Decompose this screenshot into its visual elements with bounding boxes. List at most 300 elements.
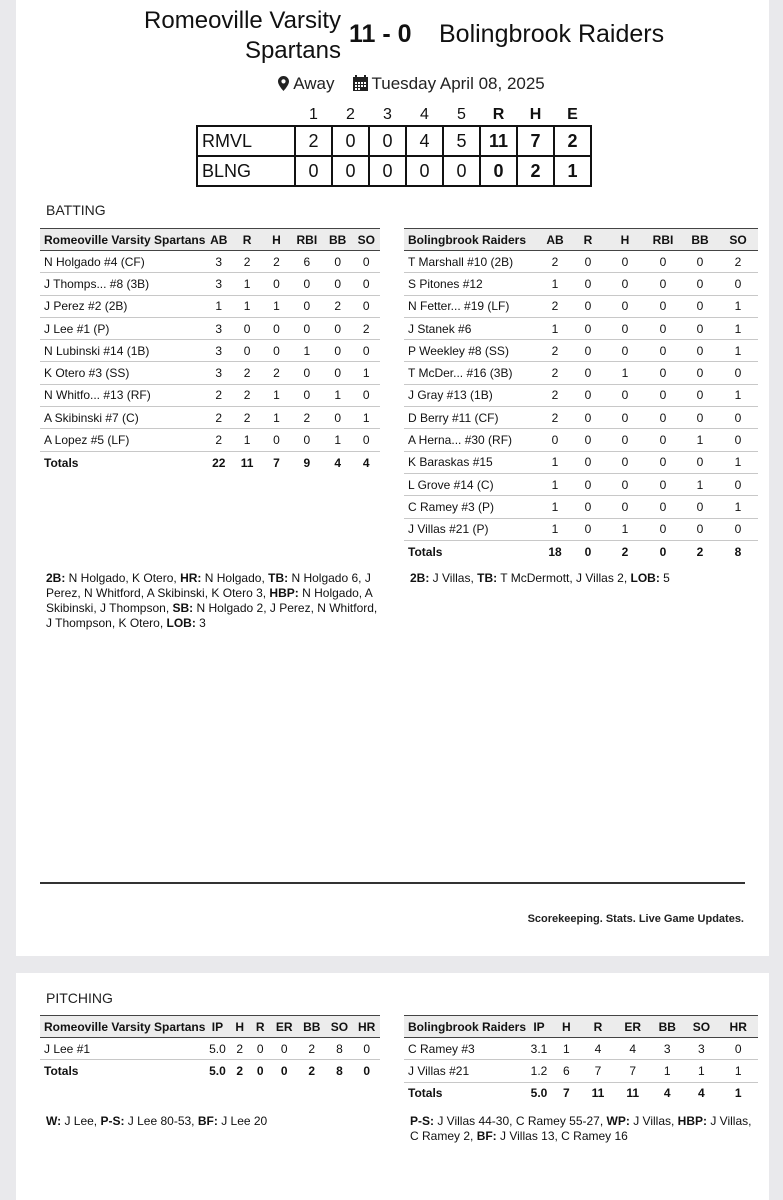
stat-cell: 2 <box>232 362 262 384</box>
player-name: A Lopez #5 (LF) <box>40 429 205 451</box>
stat-column-header: HR <box>353 1016 380 1038</box>
totals-cell: 2 <box>696 544 704 559</box>
stat-cell: 0 <box>291 273 323 295</box>
stat-cell: 0 <box>606 429 644 451</box>
totals-label: Totals <box>408 544 443 559</box>
stat-cell: 0 <box>644 473 682 495</box>
box-score-card <box>16 0 769 956</box>
stat-cell: 0 <box>271 1038 298 1060</box>
stat-cell: 0 <box>682 496 718 518</box>
stat-cell: 5.0 <box>205 1038 229 1060</box>
player-name: L Grove #14 (C) <box>404 473 540 495</box>
stat-cell: 0 <box>232 317 262 339</box>
stat-cell: 2 <box>229 1038 250 1060</box>
note-text: N Holgado, K Otero, <box>65 571 181 585</box>
game-meta <box>16 74 769 96</box>
away-team-name: Bolingbrook Raiders <box>439 20 665 48</box>
stat-cell: 0 <box>718 518 758 540</box>
stat-column-header: SO <box>326 1016 354 1038</box>
stat-cell: 0 <box>291 384 323 406</box>
note-text: N Holgado, A Skibinski, J Thompson, <box>46 586 373 615</box>
stat-cell: 0 <box>353 429 380 451</box>
table-row <box>404 251 758 273</box>
totals-cell: 5.0 <box>209 1064 226 1079</box>
table-row <box>404 273 758 295</box>
stat-cell: 0 <box>682 407 718 429</box>
table-row <box>40 407 380 429</box>
totals-cell: 7 <box>273 455 280 470</box>
stat-column-header: IP <box>205 1016 229 1038</box>
table-row <box>404 1060 758 1082</box>
stat-cell: 0 <box>540 429 570 451</box>
stat-cell: 0 <box>606 496 644 518</box>
table-row <box>404 518 758 540</box>
table-row <box>404 340 758 362</box>
linescore-row <box>197 156 591 186</box>
totals-label: Totals <box>44 1064 79 1079</box>
stat-cell: 0 <box>644 496 682 518</box>
note-text: J Villas 13, C Ramey 16 <box>496 1129 628 1143</box>
totals-cell: 9 <box>303 455 311 470</box>
stat-cell: 0 <box>644 273 682 295</box>
team-column-header: Bolingbrook Raiders <box>404 1016 526 1038</box>
table-row <box>40 384 380 406</box>
stat-cell: 0 <box>323 407 353 429</box>
table-row <box>404 473 758 495</box>
note-text: J Villas 44-30, C Ramey 55-27, <box>434 1114 607 1128</box>
linescore-inning-cell: 0 <box>443 156 480 186</box>
away-batting-notes <box>410 571 755 586</box>
totals-cell: 18 <box>548 544 562 559</box>
pitching-title: PITCHING <box>46 990 113 1006</box>
stat-cell: 0 <box>570 273 606 295</box>
stat-cell: 0 <box>570 429 606 451</box>
game-date: Tuesday April 08, 2025 <box>371 74 545 93</box>
stat-cell: 1 <box>540 473 570 495</box>
stat-cell: 2 <box>205 407 232 429</box>
note-label: WP: <box>606 1114 630 1128</box>
stat-cell: 0 <box>606 273 644 295</box>
table-header-row <box>404 1016 758 1038</box>
stat-cell: 0 <box>682 295 718 317</box>
stat-column-header: BB <box>650 1016 684 1038</box>
player-name: S Pitones #12 <box>404 273 540 295</box>
totals-cell: 11 <box>240 455 254 470</box>
stat-cell: 0 <box>323 362 353 384</box>
note-text: N Holgado, <box>201 571 269 585</box>
stat-cell: 0 <box>644 451 682 473</box>
table-row <box>404 362 758 384</box>
stat-cell: 1 <box>205 295 232 317</box>
stat-cell: 0 <box>353 273 380 295</box>
stat-cell: 0 <box>644 340 682 362</box>
totals-cell: 0 <box>256 1064 264 1079</box>
player-name: N Holgado #4 (CF) <box>40 251 205 273</box>
table-row <box>40 251 380 273</box>
stat-cell: 2 <box>353 317 380 339</box>
totals-cell: 0 <box>363 1064 370 1079</box>
team-column-header: Romeoville Varsity Spartans <box>40 229 205 251</box>
stat-cell: 2 <box>262 251 291 273</box>
stat-cell: 1 <box>606 518 644 540</box>
totals-cell: 4 <box>334 455 342 470</box>
linescore-hits: 2 <box>517 156 554 186</box>
stat-cell: 1 <box>718 340 758 362</box>
table-row <box>40 1038 380 1060</box>
stat-column-header: BB <box>323 229 353 251</box>
note-text: J Lee, <box>61 1114 101 1128</box>
stat-cell: 0 <box>606 473 644 495</box>
player-name: J Lee #1 (P) <box>40 317 205 339</box>
note-label: LOB: <box>630 571 660 585</box>
table-row <box>404 496 758 518</box>
stat-cell: 0 <box>570 451 606 473</box>
stat-cell: 0 <box>570 317 606 339</box>
stat-cell: 0 <box>644 518 682 540</box>
stat-cell: 2 <box>205 384 232 406</box>
linescore-inning-cell: 0 <box>332 126 369 156</box>
stat-column-header: RBI <box>644 229 682 251</box>
table-row <box>404 317 758 339</box>
player-name: N Lubinski #14 (1B) <box>40 340 205 362</box>
stat-cell: 0 <box>570 384 606 406</box>
stat-cell: 4 <box>615 1038 650 1060</box>
stat-cell: 0 <box>353 1038 380 1060</box>
stat-cell: 0 <box>291 295 323 317</box>
note-label: TB: <box>477 571 498 585</box>
stat-cell: 0 <box>291 317 323 339</box>
stat-cell: 1 <box>262 295 291 317</box>
stat-cell: 1 <box>232 429 262 451</box>
player-name: J Thomps... #8 (3B) <box>40 273 205 295</box>
location-pin-icon <box>278 76 289 96</box>
home-pitching-table <box>40 1015 380 1082</box>
stat-cell: 0 <box>644 295 682 317</box>
stat-cell: 1.2 <box>526 1060 552 1082</box>
stat-cell: 2 <box>540 340 570 362</box>
note-label: W: <box>46 1114 62 1128</box>
stat-cell: 1 <box>606 362 644 384</box>
stat-cell: 0 <box>682 273 718 295</box>
stat-cell: 0 <box>570 496 606 518</box>
stat-cell: 0 <box>232 340 262 362</box>
stat-cell: 1 <box>540 518 570 540</box>
stat-cell: 1 <box>323 384 353 406</box>
batting-title: BATTING <box>46 202 106 218</box>
stat-cell: 0 <box>323 317 353 339</box>
note-text: J Villas, <box>629 1114 678 1128</box>
note-text: N Holgado 6, J Perez, N Whitford, A Skibinski, K Otero 3, <box>46 571 371 600</box>
table-row <box>40 362 380 384</box>
stat-cell: 0 <box>262 317 291 339</box>
stat-cell: 3 <box>205 273 232 295</box>
stat-cell: 1 <box>540 317 570 339</box>
linescore-inning-cell: 0 <box>369 156 406 186</box>
note-label: 2B: <box>46 571 66 585</box>
stat-cell: 0 <box>262 429 291 451</box>
totals-row <box>40 1060 380 1082</box>
player-name: J Perez #2 (2B) <box>40 295 205 317</box>
stat-cell: 2 <box>540 384 570 406</box>
note-label: SB: <box>172 601 194 615</box>
stat-cell: 2 <box>232 407 262 429</box>
linescore-row <box>197 126 591 156</box>
stat-cell: 3 <box>205 362 232 384</box>
totals-cell: 8 <box>336 1064 343 1079</box>
stat-cell: 0 <box>570 340 606 362</box>
stat-column-header: AB <box>540 229 570 251</box>
table-row <box>40 340 380 362</box>
table-row <box>404 407 758 429</box>
player-name: D Berry #11 (CF) <box>404 407 540 429</box>
team-column-header: Bolingbrook Raiders <box>404 229 540 251</box>
totals-row <box>40 451 380 473</box>
totals-row <box>404 1082 758 1104</box>
note-text: J Villas, C Ramey 2, <box>410 1114 752 1143</box>
stat-cell: 6 <box>552 1060 581 1082</box>
stat-cell: 0 <box>644 429 682 451</box>
stat-cell: 1 <box>232 273 262 295</box>
totals-cell: 2 <box>236 1064 244 1079</box>
player-name: A Herna... #30 (RF) <box>404 429 540 451</box>
note-label: HR: <box>180 571 202 585</box>
team-column-header: Romeoville Varsity Spartans <box>40 1016 205 1038</box>
stat-cell: 0 <box>570 251 606 273</box>
player-name: K Baraskas #15 <box>404 451 540 473</box>
player-name: J Villas #21 <box>404 1060 526 1082</box>
stat-column-header: H <box>229 1016 250 1038</box>
stat-column-header: SO <box>353 229 380 251</box>
stat-column-header: HR <box>718 1016 758 1038</box>
totals-cell: 11 <box>591 1086 605 1101</box>
player-name: T Marshall #10 (2B) <box>404 251 540 273</box>
stat-cell: 0 <box>570 362 606 384</box>
totals-cell: 2 <box>308 1064 316 1079</box>
linescore-header-cell: R <box>492 105 505 123</box>
note-label: LOB: <box>166 616 196 630</box>
linescore-header-cell: E <box>567 105 578 123</box>
stat-cell: 1 <box>718 384 758 406</box>
stat-cell: 4 <box>581 1038 616 1060</box>
note-label: HBP: <box>269 586 299 600</box>
note-label: HBP: <box>677 1114 707 1128</box>
stat-cell: 0 <box>718 407 758 429</box>
player-name: J Villas #21 (P) <box>404 518 540 540</box>
stat-cell: 2 <box>323 295 353 317</box>
stat-column-header: H <box>552 1016 581 1038</box>
stat-cell: 0 <box>718 473 758 495</box>
note-text: 5 <box>659 571 670 585</box>
stat-cell: 2 <box>540 362 570 384</box>
note-text: J Lee 80-53, <box>124 1114 198 1128</box>
stat-cell: 0 <box>570 295 606 317</box>
stat-cell: 0 <box>262 340 291 362</box>
linescore-inning-cell: 0 <box>295 156 332 186</box>
note-label: TB: <box>268 571 289 585</box>
stat-column-header: ER <box>615 1016 650 1038</box>
stat-cell: 0 <box>718 362 758 384</box>
stat-cell: 2 <box>291 407 323 429</box>
player-name: T McDer... #16 (3B) <box>404 362 540 384</box>
linescore-runs: 0 <box>480 156 517 186</box>
stat-cell: 0 <box>606 340 644 362</box>
linescore-inning-cell: 0 <box>369 126 406 156</box>
linescore-team: RMVL <box>197 126 295 156</box>
stat-column-header: IP <box>526 1016 552 1038</box>
stat-cell: 2 <box>540 407 570 429</box>
stat-cell: 0 <box>682 317 718 339</box>
stat-cell: 0 <box>682 518 718 540</box>
stat-cell: 0 <box>606 295 644 317</box>
stat-cell: 3 <box>205 317 232 339</box>
stat-column-header: R <box>570 229 606 251</box>
stat-column-header: SO <box>718 229 758 251</box>
stat-cell: 0 <box>353 251 380 273</box>
stat-cell: 0 <box>718 429 758 451</box>
location-text: Away <box>293 74 335 93</box>
stat-cell: 2 <box>298 1038 326 1060</box>
stat-cell: 1 <box>262 384 291 406</box>
linescore-inning-cell: 4 <box>406 126 443 156</box>
stat-cell: 0 <box>606 451 644 473</box>
stat-column-header: R <box>250 1016 271 1038</box>
totals-cell: 0 <box>280 1064 288 1079</box>
stat-cell: 1 <box>232 295 262 317</box>
table-row <box>404 384 758 406</box>
player-name: N Whitfo... #13 (RF) <box>40 384 205 406</box>
note-label: 2B: <box>410 571 430 585</box>
player-name: J Stanek #6 <box>404 317 540 339</box>
table-row <box>404 451 758 473</box>
stat-cell: 0 <box>353 384 380 406</box>
stat-cell: 0 <box>291 429 323 451</box>
stat-cell: 1 <box>684 1060 718 1082</box>
stat-cell: 0 <box>682 384 718 406</box>
note-text: 3 <box>195 616 206 630</box>
totals-label: Totals <box>408 1086 443 1101</box>
linescore-corner <box>197 104 295 126</box>
stat-column-header: BB <box>298 1016 326 1038</box>
stat-cell: 2 <box>232 384 262 406</box>
stat-cell: 0 <box>682 251 718 273</box>
linescore-runs: 11 <box>480 126 517 156</box>
stat-cell: 3.1 <box>526 1038 552 1060</box>
totals-cell: 22 <box>212 455 226 470</box>
home-pitching-notes <box>46 1114 386 1129</box>
totals-row <box>404 540 758 562</box>
note-text: N Holgado 2, J Perez, N Whitford, J Thompson, K Otero, <box>46 601 378 630</box>
stat-cell: 0 <box>323 273 353 295</box>
linescore-header-cell: H <box>529 105 542 123</box>
stat-cell: 1 <box>650 1060 684 1082</box>
stat-cell: 1 <box>540 451 570 473</box>
totals-cell: 5.0 <box>530 1086 548 1101</box>
away-pitching-notes <box>410 1114 755 1144</box>
away-batting-table <box>404 228 758 563</box>
table-row <box>40 295 380 317</box>
note-label: BF: <box>476 1129 497 1143</box>
stat-cell: 1 <box>353 407 380 429</box>
stat-column-header: ER <box>271 1016 298 1038</box>
stat-cell: 0 <box>606 251 644 273</box>
stat-cell: 0 <box>262 273 291 295</box>
linescore-header-cell: 3 <box>383 105 392 123</box>
table-row <box>404 295 758 317</box>
note-label: P-S: <box>100 1114 125 1128</box>
stat-cell: 0 <box>250 1038 271 1060</box>
note-label: BF: <box>197 1114 218 1128</box>
stat-cell: 1 <box>291 340 323 362</box>
stat-column-header: R <box>232 229 262 251</box>
stat-cell: 1 <box>552 1038 581 1060</box>
stat-cell: 1 <box>682 473 718 495</box>
stat-cell: 0 <box>606 317 644 339</box>
calendar-icon <box>353 75 368 96</box>
stat-cell: 1 <box>540 496 570 518</box>
linescore-inning-cell: 2 <box>295 126 332 156</box>
stat-column-header: SO <box>684 1016 718 1038</box>
stat-cell: 0 <box>291 362 323 384</box>
stat-cell: 8 <box>326 1038 354 1060</box>
stat-cell: 0 <box>644 251 682 273</box>
table-row <box>404 429 758 451</box>
table-header-row <box>404 229 758 251</box>
player-name: C Ramey #3 (P) <box>404 496 540 518</box>
stat-column-header: BB <box>682 229 718 251</box>
linescore-header-cell: 1 <box>309 105 318 123</box>
stat-cell: 1 <box>718 295 758 317</box>
stat-cell: 6 <box>291 251 323 273</box>
linescore-header-row <box>197 104 591 126</box>
stat-cell: 0 <box>644 384 682 406</box>
stat-cell: 1 <box>682 429 718 451</box>
totals-cell: 8 <box>734 544 742 559</box>
totals-cell: 4 <box>698 1086 705 1101</box>
game-header <box>16 0 769 100</box>
totals-cell: 2 <box>621 544 629 559</box>
player-name: N Fetter... #19 (LF) <box>404 295 540 317</box>
player-name: C Ramey #3 <box>404 1038 526 1060</box>
divider <box>40 882 745 884</box>
away-pitching-table <box>404 1015 758 1104</box>
linescore-header-cell: 2 <box>346 105 355 123</box>
table-row <box>40 429 380 451</box>
stat-cell: 1 <box>718 1060 758 1082</box>
stat-column-header: H <box>606 229 644 251</box>
player-name: A Skibinski #7 (C) <box>40 407 205 429</box>
stat-cell: 0 <box>682 451 718 473</box>
stat-cell: 2 <box>540 251 570 273</box>
stat-cell: 2 <box>718 251 758 273</box>
linescore-table <box>196 104 592 187</box>
stat-cell: 0 <box>606 407 644 429</box>
stat-cell: 0 <box>644 317 682 339</box>
table-row <box>40 273 380 295</box>
home-batting-table <box>40 228 380 473</box>
linescore-team: BLNG <box>197 156 295 186</box>
player-name: J Gray #13 (1B) <box>404 384 540 406</box>
stat-column-header: R <box>581 1016 616 1038</box>
pitching-card <box>16 973 769 1200</box>
linescore-header-cell: 4 <box>420 105 429 123</box>
stat-column-header: RBI <box>291 229 323 251</box>
note-text: T McDermott, J Villas 2, <box>497 571 631 585</box>
stat-cell: 3 <box>205 340 232 362</box>
table-header-row <box>40 1016 380 1038</box>
home-batting-notes <box>46 571 386 631</box>
stat-cell: 1 <box>718 451 758 473</box>
stat-cell: 1 <box>540 273 570 295</box>
